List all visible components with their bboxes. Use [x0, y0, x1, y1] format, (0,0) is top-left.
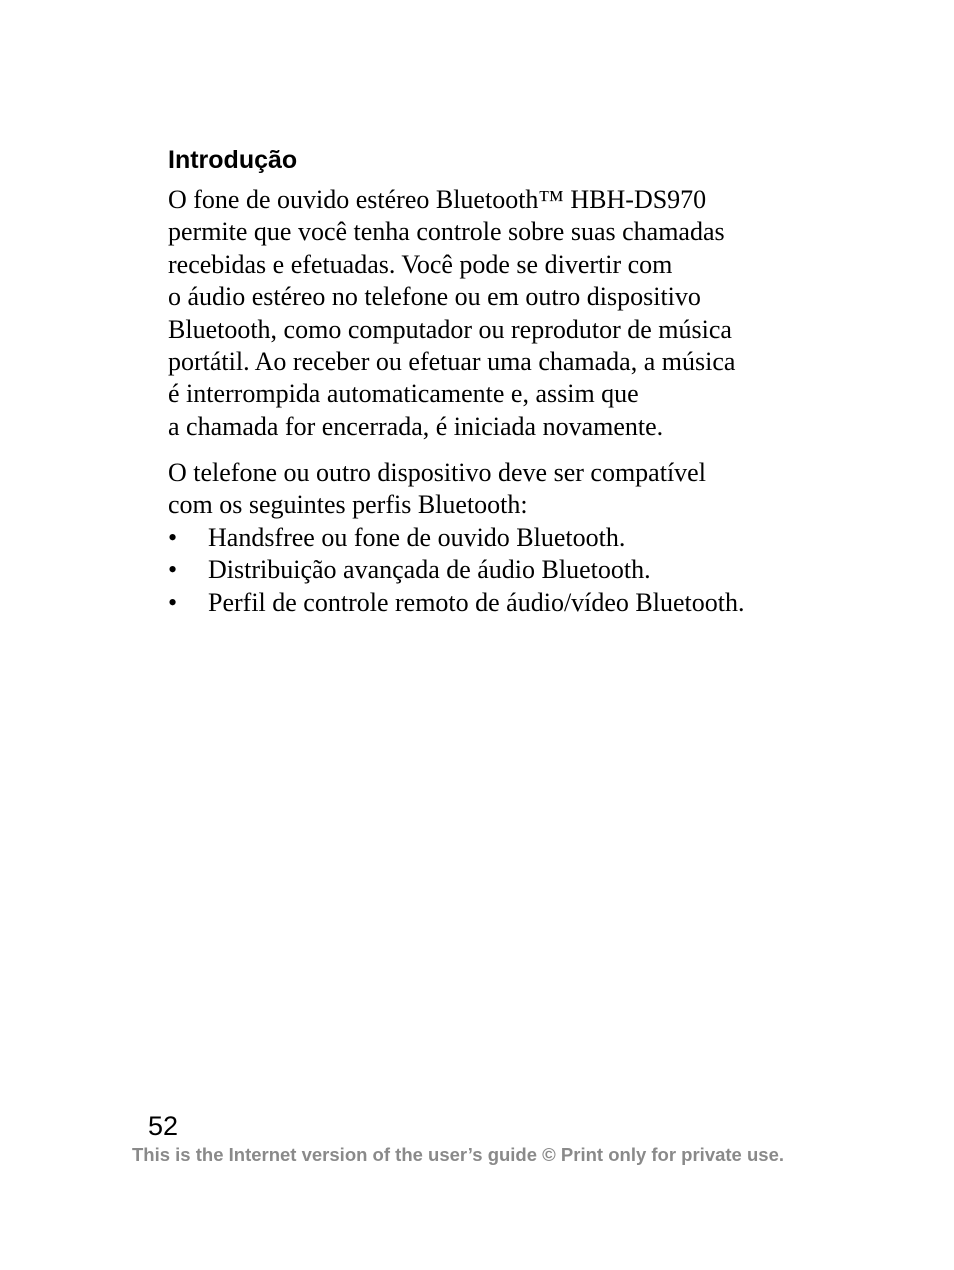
list-item	[168, 522, 744, 554]
paragraph-line: Bluetooth, como computador ou reprodutor de música	[168, 314, 732, 344]
bullet-icon: •	[168, 523, 178, 552]
footer-notice: This is the Internet version of the user’s guide © Print only for private use.	[132, 1144, 785, 1165]
bullet-icon: •	[168, 555, 178, 585]
section-heading: Introdução	[168, 146, 298, 174]
intro-paragraph	[168, 184, 848, 443]
list-item	[168, 587, 744, 619]
paragraph-line: O telefone ou outro dispositivo deve ser compatível	[168, 458, 706, 487]
paragraph-line: a chamada for encerrada, é iniciada novamente.	[168, 411, 664, 441]
paragraph-line: com os seguintes perfis Bluetooth:	[168, 490, 528, 520]
bullet-icon: •	[168, 587, 178, 617]
list-item-text: Distribuição avançada de áudio Bluetooth.	[208, 555, 651, 585]
list-item-text: Handsfree ou fone de ouvido Bluetooth.	[208, 523, 626, 552]
list-item	[168, 554, 744, 586]
paragraph-line: o áudio estéreo no telefone ou em outro dispositivo	[168, 282, 701, 312]
paragraph-line: recebidas e efetuadas. Você pode se divertir com	[168, 249, 673, 279]
paragraph-line: é interrompida automaticamente e, assim que	[168, 379, 639, 409]
compatibility-paragraph	[168, 457, 848, 522]
paragraph-line: O fone de ouvido estéreo Bluetooth™ HBH-DS970	[168, 185, 707, 214]
paragraph-line: permite que você tenha controle sobre suas chamadas	[168, 217, 725, 247]
paragraph-line: portátil. Ao receber ou efetuar uma chamada, a música	[168, 347, 736, 377]
list-item-text: Perfil de controle remoto de áudio/vídeo Bluetooth.	[208, 587, 745, 617]
profile-list	[168, 522, 744, 619]
page-number: 52	[148, 1111, 179, 1141]
